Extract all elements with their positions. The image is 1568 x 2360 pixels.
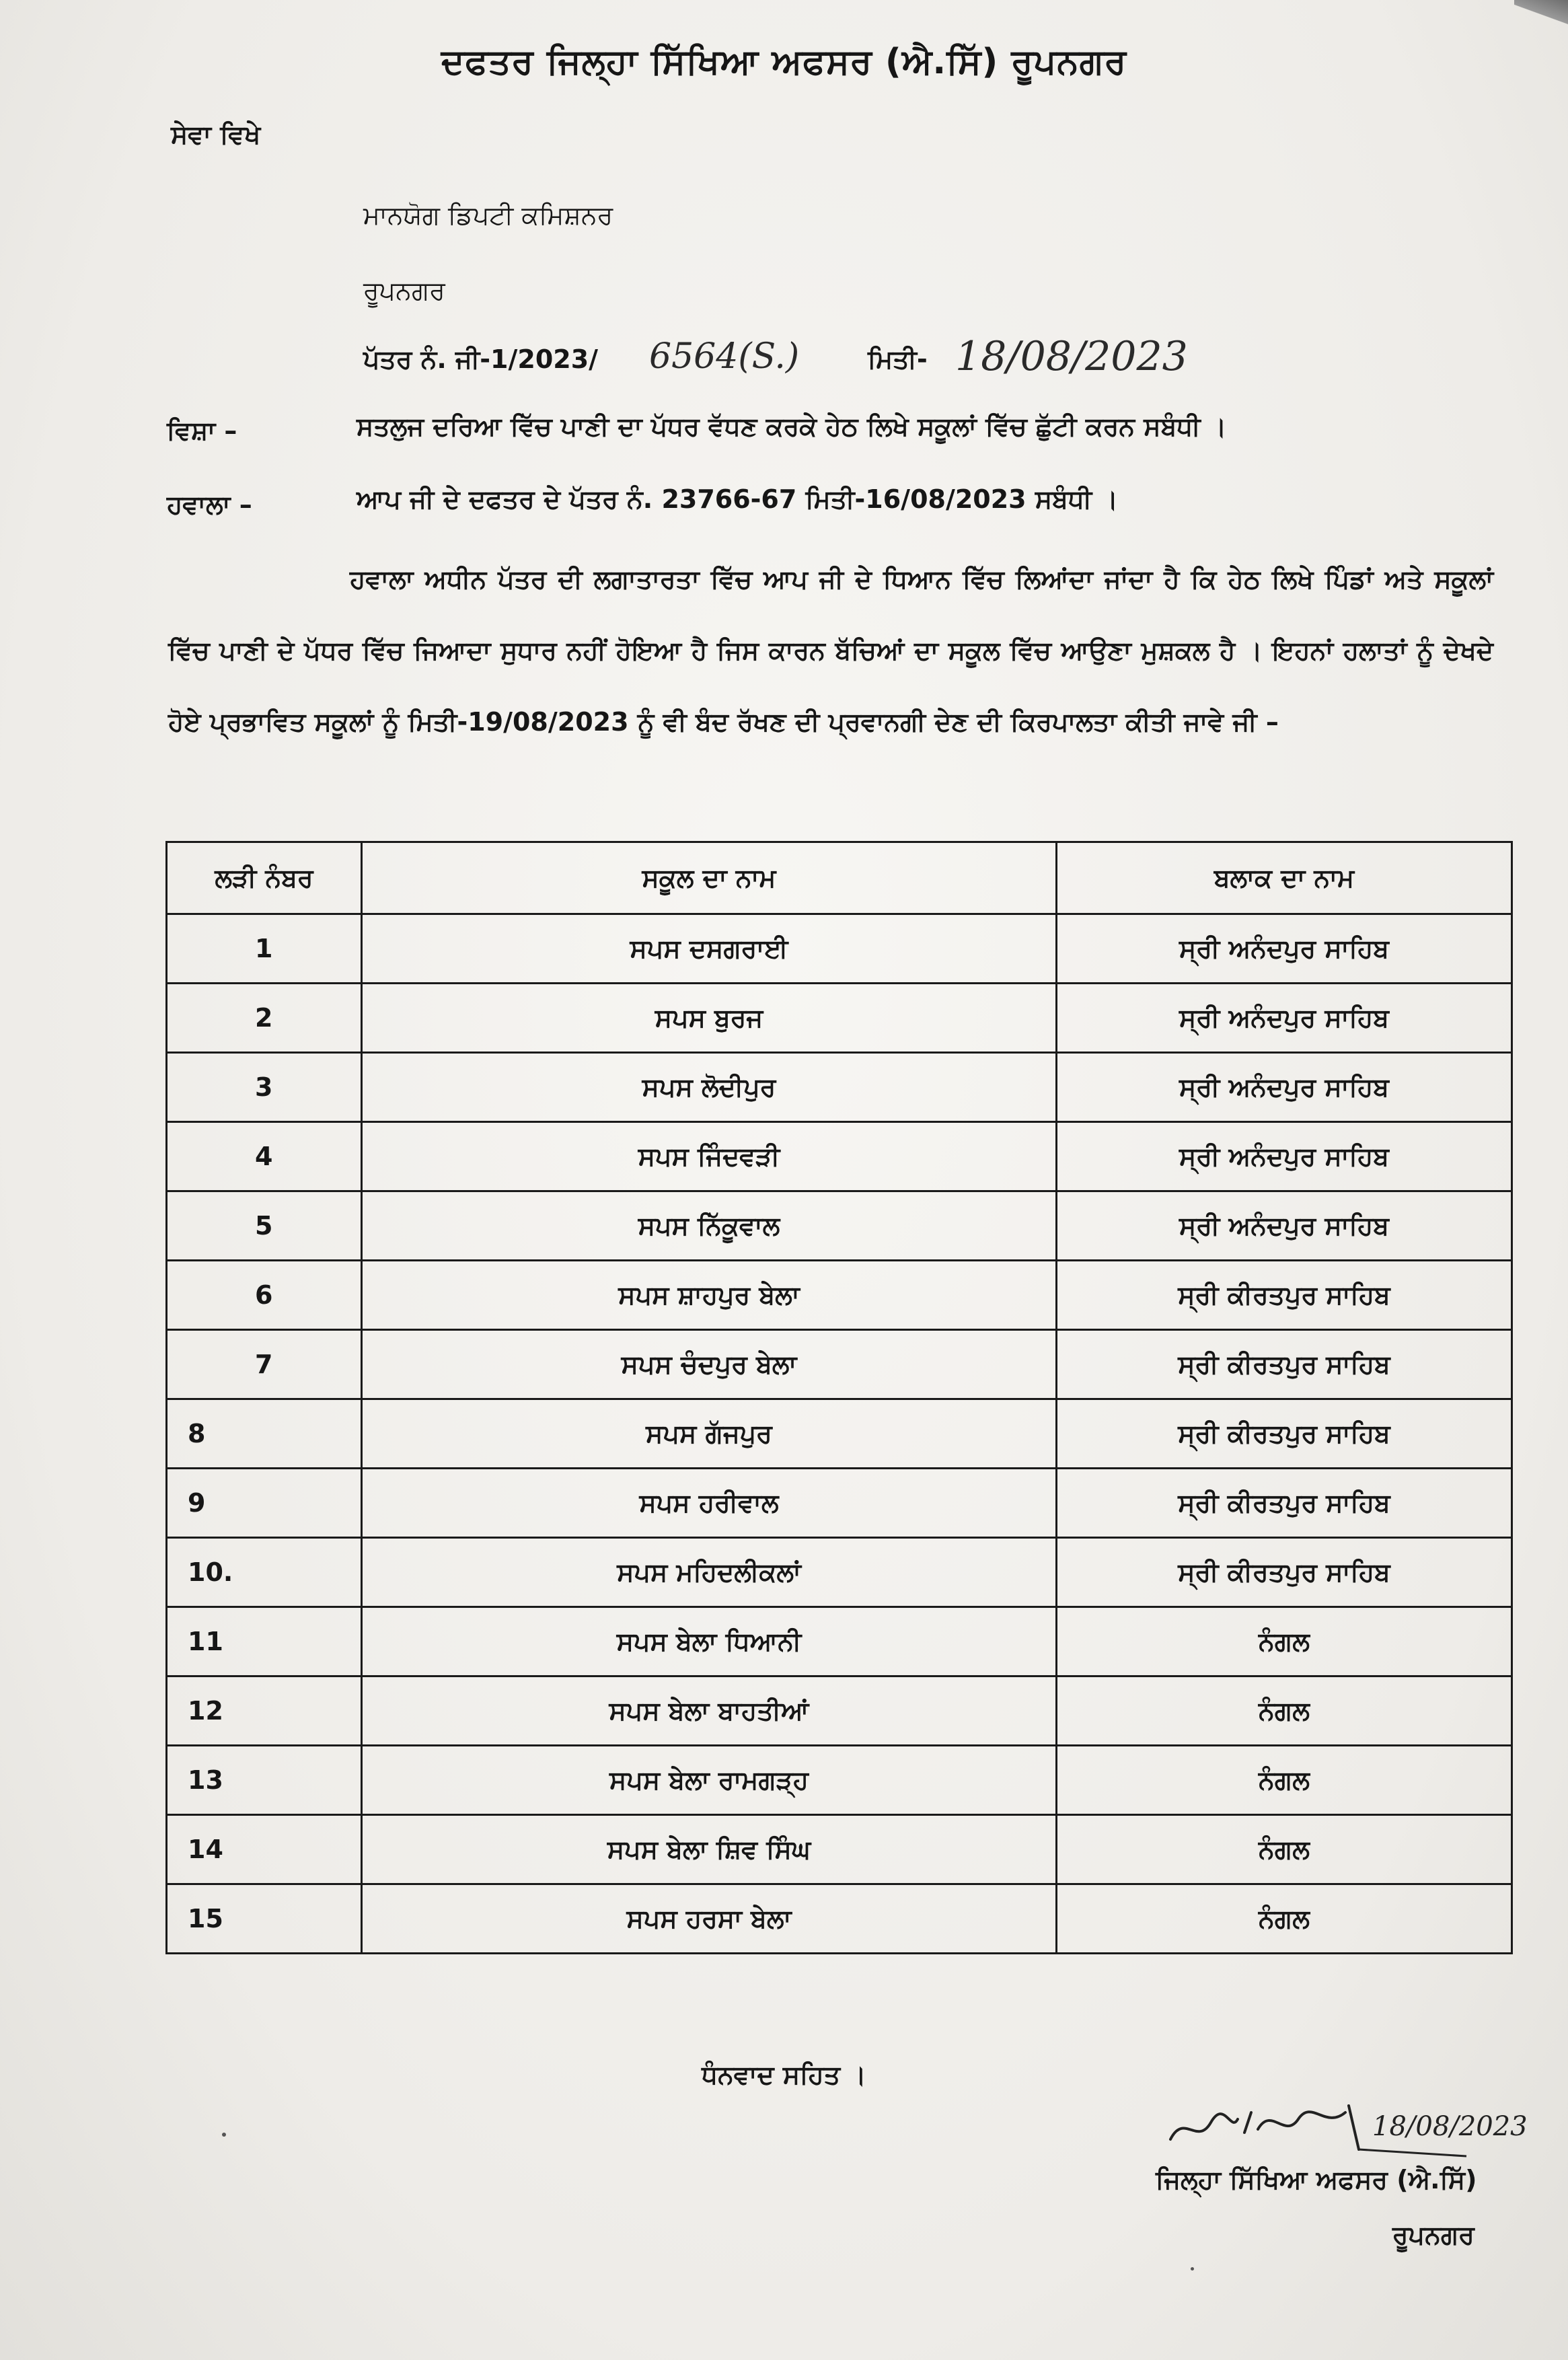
serial-number: 2 — [167, 984, 362, 1053]
table-row — [167, 984, 1512, 1053]
block-name: ਸ੍ਰੀ ਕੀਰਤਪੁਰ ਸਾਹਿਬ — [1057, 1469, 1512, 1538]
table-row — [167, 1746, 1512, 1815]
header-block-name: ਬਲਾਕ ਦਾ ਨਾਮ — [1057, 842, 1512, 914]
subject-label: ਵਿਸ਼ਾ – — [167, 416, 237, 445]
school-name: ਸਪਸ ਬੇਲਾ ਸ਼ਿਵ ਸਿੰਘ — [362, 1815, 1057, 1884]
serial-number: 14 — [167, 1815, 362, 1884]
schools-table — [165, 841, 1513, 1954]
school-name: ਸਪਸ ਲੋਦੀਪੁਰ — [362, 1053, 1057, 1122]
letter-date-label: ਮਿਤੀ- — [868, 344, 928, 374]
block-name: ਨੰਗਲ — [1057, 1746, 1512, 1815]
closing-line: ਧੰਨਵਾਦ ਸਹਿਤ । — [702, 2060, 866, 2090]
block-name: ਨੰਗਲ — [1057, 1815, 1512, 1884]
table-row — [167, 1884, 1512, 1954]
table-row — [167, 1607, 1512, 1676]
reference-label: ਹਵਾਲਾ – — [167, 490, 252, 519]
table-row — [167, 1191, 1512, 1261]
school-name: ਸਪਸ ਚੰਦਪੁਰ ਬੇਲਾ — [362, 1330, 1057, 1399]
scan-speck — [222, 2133, 226, 2137]
block-name: ਸ੍ਰੀ ਕੀਰਤਪੁਰ ਸਾਹਿਬ — [1057, 1538, 1512, 1607]
serial-number: 6 — [167, 1261, 362, 1330]
scan-speck — [1191, 2267, 1194, 2271]
school-name: ਸਪਸ ਦਸਗਰਾਈ — [362, 914, 1057, 984]
table-row — [167, 1815, 1512, 1884]
block-name: ਸ੍ਰੀ ਕੀਰਤਪੁਰ ਸਾਹਿਬ — [1057, 1399, 1512, 1469]
school-name: ਸਪਸ ਨਿੱਕੂਵਾਲ — [362, 1191, 1057, 1261]
school-name: ਸਪਸ ਬੇਲਾ ਧਿਆਨੀ — [362, 1607, 1057, 1676]
recipient-place: ਰੂਪਨਗਰ — [363, 276, 445, 305]
school-name: ਸਪਸ ਮਹਿਦਲੀਕਲਾਂ — [362, 1538, 1057, 1607]
table-row — [167, 1330, 1512, 1399]
page-corner-fold — [1514, 0, 1568, 34]
block-name: ਸ੍ਰੀ ਅਨੰਦਪੁਰ ਸਾਹਿਬ — [1057, 914, 1512, 984]
serial-number: 7 — [167, 1330, 362, 1399]
signature-date: 18/08/2023 — [1372, 2111, 1528, 2142]
recipient-title: ਮਾਨਯੋਗ ਡਿਪਟੀ ਕਮਿਸ਼ਨਰ — [363, 200, 613, 230]
serial-number: 13 — [167, 1746, 362, 1815]
table-row — [167, 1676, 1512, 1746]
header-school-name: ਸਕੂਲ ਦਾ ਨਾਮ — [362, 842, 1057, 914]
letter-date-handwritten: 18/08/2023 — [955, 333, 1188, 380]
block-name: ਸ੍ਰੀ ਅਨੰਦਪੁਰ ਸਾਹਿਬ — [1057, 1122, 1512, 1191]
school-name: ਸਪਸ ਹਰੀਵਾਲ — [362, 1469, 1057, 1538]
block-name: ਸ੍ਰੀ ਅਨੰਦਪੁਰ ਸਾਹਿਬ — [1057, 1053, 1512, 1122]
letter-number-label: ਪੱਤਰ ਨੰ. ਜੀ-1/2023/ — [363, 344, 599, 374]
table-header-row — [167, 842, 1512, 914]
serial-number: 4 — [167, 1122, 362, 1191]
table-row — [167, 1122, 1512, 1191]
header-serial-number: ਲੜੀ ਨੰਬਰ — [167, 842, 362, 914]
table-row — [167, 1053, 1512, 1122]
serial-number: 3 — [167, 1053, 362, 1122]
signatory-place: ਰੂਪਨਗਰ — [1392, 2220, 1474, 2250]
school-name: ਸਪਸ ਹਰਸਾ ਬੇਲਾ — [362, 1884, 1057, 1954]
block-name: ਸ੍ਰੀ ਅਨੰਦਪੁਰ ਸਾਹਿਬ — [1057, 1191, 1512, 1261]
letter-number-handwritten: 6564(S.) — [649, 336, 800, 377]
school-name: ਸਪਸ ਗੱਜਪੁਰ — [362, 1399, 1057, 1469]
serial-number: 1 — [167, 914, 362, 984]
subject-text: ਸਤਲੁਜ ਦਰਿਆ ਵਿੱਚ ਪਾਣੀ ਦਾ ਪੱਧਰ ਵੱਧਣ ਕਰਕੇ ਹੇਠ ਲਿਖੇ ਸਕੂਲਾਂ ਵਿੱਚ ਛੁੱਟੀ ਕਰਨ ਸਬੰਧੀ । — [357, 412, 1227, 441]
serial-number: 9 — [167, 1469, 362, 1538]
school-name: ਸਪਸ ਸ਼ਾਹਪੁਰ ਬੇਲਾ — [362, 1261, 1057, 1330]
office-header: ਦਫਤਰ ਜਿਲ੍ਹਾ ਸਿੱਖਿਆ ਅਫਸਰ (ਐ.ਸਿੱ) ਰੂਪਨਗਰ — [441, 42, 1127, 82]
serial-number: 15 — [167, 1884, 362, 1954]
reference-text: ਆਪ ਜੀ ਦੇ ਦਫਤਰ ਦੇ ਪੱਤਰ ਨੰ. 23766-67 ਮਿਤੀ-16/08/2023 ਸਬੰਧੀ । — [357, 484, 1119, 514]
table-row — [167, 1469, 1512, 1538]
body-paragraph: ਹਵਾਲਾ ਅਧੀਨ ਪੱਤਰ ਦੀ ਲਗਾਤਾਰਤਾ ਵਿੱਚ ਆਪ ਜੀ ਦੇ ਧਿਆਨ ਵਿੱਚ ਲਿਆਂਦਾ ਜਾਂਦਾ ਹੈ ਕਿ ਹੇਠ ਲਿਖੇ ਪਿੰਡਾਂ ਅਤੇ ਸਕੂਲਾਂ ਵਿੱਚ ਪਾਣੀ ਦੇ ਪੱਧਰ ਵਿੱਚ ਜਿਆਦਾ ਸੁਧਾਰ ਨਹੀਂ ਹੋਇਆ ਹੈ ਜਿਸ ਕਾਰਨ ਬੱਚਿਆਂ ਦਾ ਸਕੂਲ ਵਿੱਚ ਆਉਣਾ ਮੁਸ਼ਕਲ ਹੈ । ਇਹਨਾਂ ਹਲਾਤਾਂ ਨੂੰ ਦੇਖਦੇ ਹੋਏ ਪ੍ਰਭਾਵਿਤ ਸਕੂਲਾਂ ਨੂੰ ਮਿਤੀ-19/08/2023 ਨੂੰ ਵੀ ਬੰਦ ਰੱਖਣ ਦੀ ਪ੍ਰਵਾਨਗੀ ਦੇਣ ਦੀ ਕਿਰਪਾਲਤਾ ਕੀਤੀ ਜਾਵੇ ਜੀ – — [168, 564, 1493, 737]
serial-number: 12 — [167, 1676, 362, 1746]
table-row — [167, 1399, 1512, 1469]
signature-block — [1157, 2092, 1547, 2166]
school-name: ਸਪਸ ਬੁਰਜ — [362, 984, 1057, 1053]
block-name: ਸ੍ਰੀ ਅਨੰਦਪੁਰ ਸਾਹਿਬ — [1057, 984, 1512, 1053]
serial-number: 5 — [167, 1191, 362, 1261]
table-row — [167, 1538, 1512, 1607]
serial-number: 8 — [167, 1399, 362, 1469]
table-row — [167, 1261, 1512, 1330]
block-name: ਸ੍ਰੀ ਕੀਰਤਪੁਰ ਸਾਹਿਬ — [1057, 1261, 1512, 1330]
block-name: ਨੰਗਲ — [1057, 1884, 1512, 1954]
serial-number: 11 — [167, 1607, 362, 1676]
school-name: ਸਪਸ ਜਿੰਦਵੜੀ — [362, 1122, 1057, 1191]
school-name: ਸਪਸ ਬੇਲਾ ਬਾਹਤੀਆਂ — [362, 1676, 1057, 1746]
table-row — [167, 914, 1512, 984]
school-name: ਸਪਸ ਬੇਲਾ ਰਾਮਗੜ੍ਹ — [362, 1746, 1057, 1815]
serial-number: 10. — [167, 1538, 362, 1607]
block-name: ਸ੍ਰੀ ਕੀਰਤਪੁਰ ਸਾਹਿਬ — [1057, 1330, 1512, 1399]
signatory-title: ਜਿਲ੍ਹਾ ਸਿੱਖਿਆ ਅਫਸਰ (ਐ.ਸਿੱ) — [1156, 2165, 1477, 2195]
salutation: ਸੇਵਾ ਵਿਖੇ — [171, 120, 261, 149]
block-name: ਨੰਗਲ — [1057, 1676, 1512, 1746]
block-name: ਨੰਗਲ — [1057, 1607, 1512, 1676]
